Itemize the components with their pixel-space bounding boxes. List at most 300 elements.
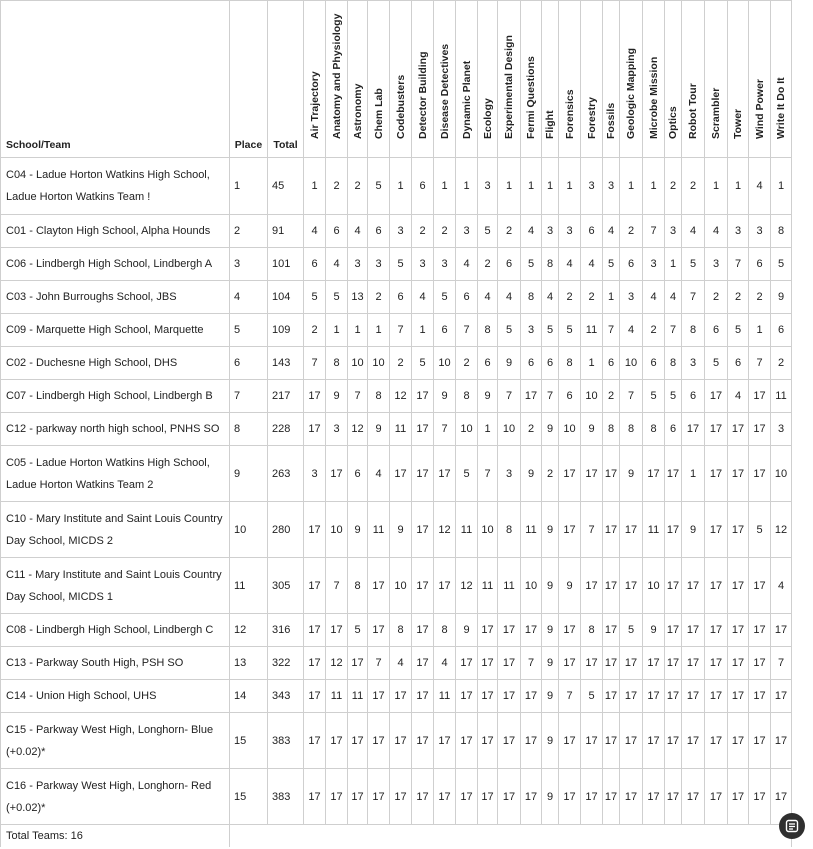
- event-score-cell: 17: [665, 502, 682, 558]
- event-score-cell: 17: [581, 713, 603, 769]
- event-score-cell: 10: [326, 502, 348, 558]
- event-score-cell: 4: [348, 215, 368, 248]
- event-header: [728, 1, 749, 158]
- event-score-cell: 7: [581, 502, 603, 558]
- event-score-cell: 4: [728, 380, 749, 413]
- event-score-cell: 17: [665, 614, 682, 647]
- event-score-cell: 4: [478, 281, 498, 314]
- event-score-cell: 17: [390, 446, 412, 502]
- event-score-cell: 4: [559, 248, 581, 281]
- event-score-cell: 17: [478, 647, 498, 680]
- event-score-cell: 2: [326, 158, 348, 215]
- event-score-cell: 1: [749, 314, 771, 347]
- place-cell: 14: [230, 680, 268, 713]
- event-score-cell: 7: [559, 680, 581, 713]
- event-score-cell: 1: [643, 158, 665, 215]
- school-team-cell: C05 - Ladue Horton Watkins High School, Ladue Horton Watkins Team 2: [1, 446, 230, 502]
- event-header-label: Anatomy and Physiology: [330, 13, 343, 139]
- event-score-cell: 9: [390, 502, 412, 558]
- place-cell: 13: [230, 647, 268, 680]
- event-score-cell: 9: [542, 680, 559, 713]
- event-header: [326, 1, 348, 158]
- event-header-label: Robot Tour: [687, 83, 699, 139]
- event-score-cell: 17: [603, 558, 620, 614]
- event-score-cell: 9: [542, 413, 559, 446]
- place-cell: 11: [230, 558, 268, 614]
- event-score-cell: 5: [542, 314, 559, 347]
- event-score-cell: 17: [682, 413, 705, 446]
- event-score-cell: 17: [434, 769, 456, 825]
- event-score-cell: 6: [771, 314, 792, 347]
- event-score-cell: 17: [559, 713, 581, 769]
- event-score-cell: 6: [390, 281, 412, 314]
- event-score-cell: 4: [304, 215, 326, 248]
- event-score-cell: 2: [749, 281, 771, 314]
- event-score-cell: 8: [326, 347, 348, 380]
- event-score-cell: 17: [749, 713, 771, 769]
- event-score-cell: 9: [542, 614, 559, 647]
- event-score-cell: 17: [559, 614, 581, 647]
- event-score-cell: 11: [478, 558, 498, 614]
- event-header-label: Wind Power: [753, 79, 766, 139]
- total-cell: 91: [268, 215, 304, 248]
- event-score-cell: 10: [348, 347, 368, 380]
- total-cell: 263: [268, 446, 304, 502]
- event-score-cell: 17: [665, 769, 682, 825]
- event-header: [705, 1, 728, 158]
- event-score-cell: 4: [456, 248, 478, 281]
- event-score-cell: 7: [665, 314, 682, 347]
- event-score-cell: 17: [326, 446, 348, 502]
- event-score-cell: 6: [498, 248, 521, 281]
- event-score-cell: 8: [620, 413, 643, 446]
- event-score-cell: 17: [581, 446, 603, 502]
- event-score-cell: 3: [326, 413, 348, 446]
- event-score-cell: 7: [390, 314, 412, 347]
- event-score-cell: 17: [705, 769, 728, 825]
- event-score-cell: 4: [771, 558, 792, 614]
- event-score-cell: 17: [521, 614, 542, 647]
- event-score-cell: 9: [542, 769, 559, 825]
- event-score-cell: 5: [434, 281, 456, 314]
- event-score-cell: 17: [771, 680, 792, 713]
- event-score-cell: 17: [304, 769, 326, 825]
- place-cell: 3: [230, 248, 268, 281]
- event-score-cell: 6: [348, 446, 368, 502]
- event-score-cell: 1: [771, 158, 792, 215]
- event-score-cell: 4: [581, 248, 603, 281]
- total-header: Total: [268, 1, 304, 158]
- event-score-cell: 10: [620, 347, 643, 380]
- event-score-cell: 5: [304, 281, 326, 314]
- event-score-cell: 6: [643, 347, 665, 380]
- event-score-cell: 11: [643, 502, 665, 558]
- event-score-cell: 17: [559, 647, 581, 680]
- event-score-cell: 3: [682, 347, 705, 380]
- event-score-cell: 1: [326, 314, 348, 347]
- event-score-cell: 6: [559, 380, 581, 413]
- event-score-cell: 3: [456, 215, 478, 248]
- event-score-cell: 8: [368, 380, 390, 413]
- event-score-cell: 17: [368, 769, 390, 825]
- event-score-cell: 5: [728, 314, 749, 347]
- event-score-cell: 17: [620, 502, 643, 558]
- total-teams-label: Total Teams: 16: [1, 825, 230, 848]
- event-score-cell: 1: [368, 314, 390, 347]
- event-score-cell: 1: [521, 158, 542, 215]
- event-score-cell: 17: [705, 502, 728, 558]
- event-score-cell: 9: [542, 502, 559, 558]
- event-score-cell: 17: [620, 713, 643, 769]
- event-score-cell: 17: [390, 713, 412, 769]
- event-score-cell: 6: [581, 215, 603, 248]
- event-score-cell: 8: [456, 380, 478, 413]
- event-score-cell: 7: [620, 380, 643, 413]
- event-score-cell: 7: [434, 413, 456, 446]
- table-row: [1, 614, 792, 647]
- event-score-cell: 6: [603, 347, 620, 380]
- event-score-cell: 1: [581, 347, 603, 380]
- header-row: [1, 1, 792, 158]
- event-score-cell: 11: [390, 413, 412, 446]
- event-score-cell: 9: [542, 713, 559, 769]
- event-header-label: Microbe Mission: [647, 56, 660, 139]
- event-score-cell: 2: [665, 158, 682, 215]
- event-score-cell: 17: [478, 769, 498, 825]
- event-score-cell: 12: [456, 558, 478, 614]
- event-header: [304, 1, 326, 158]
- event-score-cell: 9: [620, 446, 643, 502]
- event-score-cell: 5: [603, 248, 620, 281]
- event-score-cell: 5: [705, 347, 728, 380]
- total-cell: 383: [268, 713, 304, 769]
- event-score-cell: 5: [390, 248, 412, 281]
- event-score-cell: 4: [434, 647, 456, 680]
- event-header: [478, 1, 498, 158]
- event-header: [581, 1, 603, 158]
- event-score-cell: 7: [498, 380, 521, 413]
- event-score-cell: 2: [521, 413, 542, 446]
- table-row: [1, 281, 792, 314]
- event-score-cell: 17: [326, 713, 348, 769]
- table-row: [1, 769, 792, 825]
- event-score-cell: 17: [682, 713, 705, 769]
- event-score-cell: 17: [412, 614, 434, 647]
- event-score-cell: 3: [749, 215, 771, 248]
- event-score-cell: 4: [390, 647, 412, 680]
- place-cell: 5: [230, 314, 268, 347]
- event-score-cell: 6: [542, 347, 559, 380]
- total-cell: 316: [268, 614, 304, 647]
- event-header: [643, 1, 665, 158]
- total-cell: 143: [268, 347, 304, 380]
- event-score-cell: 17: [643, 647, 665, 680]
- total-cell: 322: [268, 647, 304, 680]
- school-team-cell: C06 - Lindbergh High School, Lindbergh A: [1, 248, 230, 281]
- event-header-label: Ecology: [481, 98, 494, 139]
- event-score-cell: 2: [705, 281, 728, 314]
- event-score-cell: 17: [559, 446, 581, 502]
- event-score-cell: 5: [368, 158, 390, 215]
- event-score-cell: 9: [498, 347, 521, 380]
- event-score-cell: 3: [390, 215, 412, 248]
- event-score-cell: 17: [728, 413, 749, 446]
- event-score-cell: 17: [390, 680, 412, 713]
- event-score-cell: 17: [326, 614, 348, 647]
- event-score-cell: 10: [559, 413, 581, 446]
- event-header: [498, 1, 521, 158]
- event-score-cell: 4: [749, 158, 771, 215]
- event-header-label: Air Trajectory: [308, 71, 321, 139]
- event-score-cell: 17: [412, 380, 434, 413]
- event-score-cell: 12: [434, 502, 456, 558]
- event-score-cell: 1: [542, 158, 559, 215]
- event-score-cell: 3: [771, 413, 792, 446]
- event-score-cell: 17: [603, 769, 620, 825]
- event-score-cell: 3: [304, 446, 326, 502]
- event-score-cell: 17: [348, 647, 368, 680]
- event-score-cell: 17: [603, 713, 620, 769]
- event-score-cell: 9: [478, 380, 498, 413]
- event-score-cell: 17: [749, 769, 771, 825]
- event-score-cell: 10: [521, 558, 542, 614]
- event-score-cell: 9: [542, 647, 559, 680]
- event-score-cell: 10: [456, 413, 478, 446]
- event-score-cell: 9: [368, 413, 390, 446]
- event-score-cell: 1: [665, 248, 682, 281]
- event-score-cell: 4: [326, 248, 348, 281]
- event-score-cell: 3: [498, 446, 521, 502]
- event-score-cell: 7: [749, 347, 771, 380]
- table-row: [1, 215, 792, 248]
- event-score-cell: 17: [665, 647, 682, 680]
- event-score-cell: 2: [620, 215, 643, 248]
- event-score-cell: 17: [620, 769, 643, 825]
- event-score-cell: 6: [478, 347, 498, 380]
- event-score-cell: 17: [412, 647, 434, 680]
- event-score-cell: 4: [498, 281, 521, 314]
- event-score-cell: 7: [603, 314, 620, 347]
- event-header: [348, 1, 368, 158]
- event-score-cell: 17: [728, 502, 749, 558]
- event-score-cell: 10: [478, 502, 498, 558]
- event-score-cell: 4: [665, 281, 682, 314]
- event-score-cell: 2: [478, 248, 498, 281]
- event-score-cell: 3: [348, 248, 368, 281]
- event-score-cell: 4: [412, 281, 434, 314]
- event-score-cell: 3: [412, 248, 434, 281]
- event-score-cell: 17: [603, 614, 620, 647]
- event-score-cell: 1: [390, 158, 412, 215]
- event-header-label: Disease Detectives: [438, 43, 451, 139]
- event-score-cell: 1: [434, 158, 456, 215]
- event-score-cell: 9: [434, 380, 456, 413]
- event-score-cell: 17: [705, 380, 728, 413]
- event-score-cell: 1: [728, 158, 749, 215]
- event-score-cell: 12: [326, 647, 348, 680]
- total-cell: 217: [268, 380, 304, 413]
- total-cell: 305: [268, 558, 304, 614]
- event-score-cell: 17: [348, 713, 368, 769]
- event-score-cell: 17: [478, 713, 498, 769]
- event-score-cell: 10: [368, 347, 390, 380]
- event-score-cell: 6: [412, 158, 434, 215]
- event-score-cell: 17: [705, 558, 728, 614]
- event-score-cell: 17: [304, 614, 326, 647]
- event-score-cell: 4: [603, 215, 620, 248]
- event-score-cell: 4: [682, 215, 705, 248]
- place-cell: 8: [230, 413, 268, 446]
- event-score-cell: 9: [348, 502, 368, 558]
- event-score-cell: 6: [304, 248, 326, 281]
- event-score-cell: 7: [478, 446, 498, 502]
- event-score-cell: 9: [771, 281, 792, 314]
- event-header: [682, 1, 705, 158]
- event-score-cell: 17: [771, 713, 792, 769]
- school-team-cell: C07 - Lindbergh High School, Lindbergh B: [1, 380, 230, 413]
- event-score-cell: 17: [304, 713, 326, 769]
- event-score-cell: 2: [412, 215, 434, 248]
- footer-row: [1, 825, 792, 848]
- event-header-label: Fossils: [605, 102, 617, 139]
- event-score-cell: 2: [603, 380, 620, 413]
- event-score-cell: 10: [498, 413, 521, 446]
- event-score-cell: 3: [705, 248, 728, 281]
- event-header-label: Forensics: [563, 89, 576, 139]
- event-score-cell: 2: [456, 347, 478, 380]
- event-score-cell: 4: [368, 446, 390, 502]
- event-score-cell: 17: [559, 502, 581, 558]
- event-score-cell: 1: [705, 158, 728, 215]
- event-score-cell: 2: [434, 215, 456, 248]
- event-header: [749, 1, 771, 158]
- event-score-cell: 6: [326, 215, 348, 248]
- event-score-cell: 8: [434, 614, 456, 647]
- event-score-cell: 11: [771, 380, 792, 413]
- event-score-cell: 17: [456, 647, 478, 680]
- event-score-cell: 10: [643, 558, 665, 614]
- table-row: [1, 380, 792, 413]
- event-score-cell: 3: [603, 158, 620, 215]
- total-cell: 104: [268, 281, 304, 314]
- event-score-cell: 8: [478, 314, 498, 347]
- event-score-cell: 17: [771, 614, 792, 647]
- place-cell: 12: [230, 614, 268, 647]
- event-score-cell: 12: [390, 380, 412, 413]
- event-score-cell: 17: [304, 380, 326, 413]
- school-team-cell: C09 - Marquette High School, Marquette: [1, 314, 230, 347]
- event-score-cell: 17: [368, 680, 390, 713]
- event-score-cell: 8: [521, 281, 542, 314]
- event-score-cell: 1: [498, 158, 521, 215]
- event-score-cell: 17: [603, 446, 620, 502]
- event-score-cell: 17: [749, 558, 771, 614]
- event-score-cell: 5: [771, 248, 792, 281]
- event-score-cell: 17: [412, 558, 434, 614]
- event-score-cell: 3: [368, 248, 390, 281]
- event-score-cell: 17: [682, 647, 705, 680]
- event-score-cell: 17: [412, 502, 434, 558]
- event-header: [390, 1, 412, 158]
- event-score-cell: 17: [412, 680, 434, 713]
- event-score-cell: 8: [559, 347, 581, 380]
- event-score-cell: 17: [603, 680, 620, 713]
- event-score-cell: 5: [412, 347, 434, 380]
- event-header-label: Chem Lab: [372, 88, 385, 139]
- event-score-cell: 17: [749, 380, 771, 413]
- event-score-cell: 8: [665, 347, 682, 380]
- event-score-cell: 17: [665, 558, 682, 614]
- school-team-cell: C08 - Lindbergh High School, Lindbergh C: [1, 614, 230, 647]
- place-cell: 15: [230, 769, 268, 825]
- event-score-cell: 17: [603, 502, 620, 558]
- event-score-cell: 17: [521, 713, 542, 769]
- school-team-header: School/Team: [1, 1, 230, 158]
- event-score-cell: 3: [521, 314, 542, 347]
- total-cell: 109: [268, 314, 304, 347]
- total-cell: 45: [268, 158, 304, 215]
- event-score-cell: 17: [434, 558, 456, 614]
- event-header-label: Detector Building: [416, 51, 429, 139]
- event-header: [456, 1, 478, 158]
- event-header-label: Fermi Questions: [525, 56, 537, 139]
- event-score-cell: 2: [682, 158, 705, 215]
- event-score-cell: 17: [728, 614, 749, 647]
- event-score-cell: 17: [749, 614, 771, 647]
- event-score-cell: 7: [728, 248, 749, 281]
- event-score-cell: 17: [434, 713, 456, 769]
- table-row: [1, 502, 792, 558]
- place-cell: 6: [230, 347, 268, 380]
- event-score-cell: 17: [705, 713, 728, 769]
- event-score-cell: 2: [390, 347, 412, 380]
- event-score-cell: 17: [665, 680, 682, 713]
- event-score-cell: 17: [643, 769, 665, 825]
- school-team-cell: C14 - Union High School, UHS: [1, 680, 230, 713]
- event-score-cell: 6: [620, 248, 643, 281]
- event-score-cell: 5: [682, 248, 705, 281]
- event-header: [603, 1, 620, 158]
- event-score-cell: 2: [348, 158, 368, 215]
- event-header: [521, 1, 542, 158]
- place-cell: 1: [230, 158, 268, 215]
- event-score-cell: 17: [412, 413, 434, 446]
- event-header: [620, 1, 643, 158]
- event-score-cell: 12: [771, 502, 792, 558]
- event-score-cell: 17: [478, 614, 498, 647]
- table-row: [1, 446, 792, 502]
- event-score-cell: 17: [498, 614, 521, 647]
- place-cell: 10: [230, 502, 268, 558]
- event-score-cell: 7: [643, 215, 665, 248]
- event-score-cell: 17: [643, 713, 665, 769]
- event-score-cell: 4: [521, 215, 542, 248]
- footer-spacer: [230, 825, 792, 848]
- event-score-cell: 8: [348, 558, 368, 614]
- event-score-cell: 17: [705, 680, 728, 713]
- event-score-cell: 1: [682, 446, 705, 502]
- event-score-cell: 10: [390, 558, 412, 614]
- event-header-label: Codebusters: [394, 74, 407, 139]
- event-score-cell: 17: [521, 769, 542, 825]
- event-score-cell: 4: [620, 314, 643, 347]
- edit-notes-icon: [785, 819, 799, 833]
- event-header: [412, 1, 434, 158]
- total-cell: 280: [268, 502, 304, 558]
- floating-action-button[interactable]: [779, 813, 805, 839]
- event-score-cell: 17: [728, 680, 749, 713]
- event-score-cell: 17: [643, 680, 665, 713]
